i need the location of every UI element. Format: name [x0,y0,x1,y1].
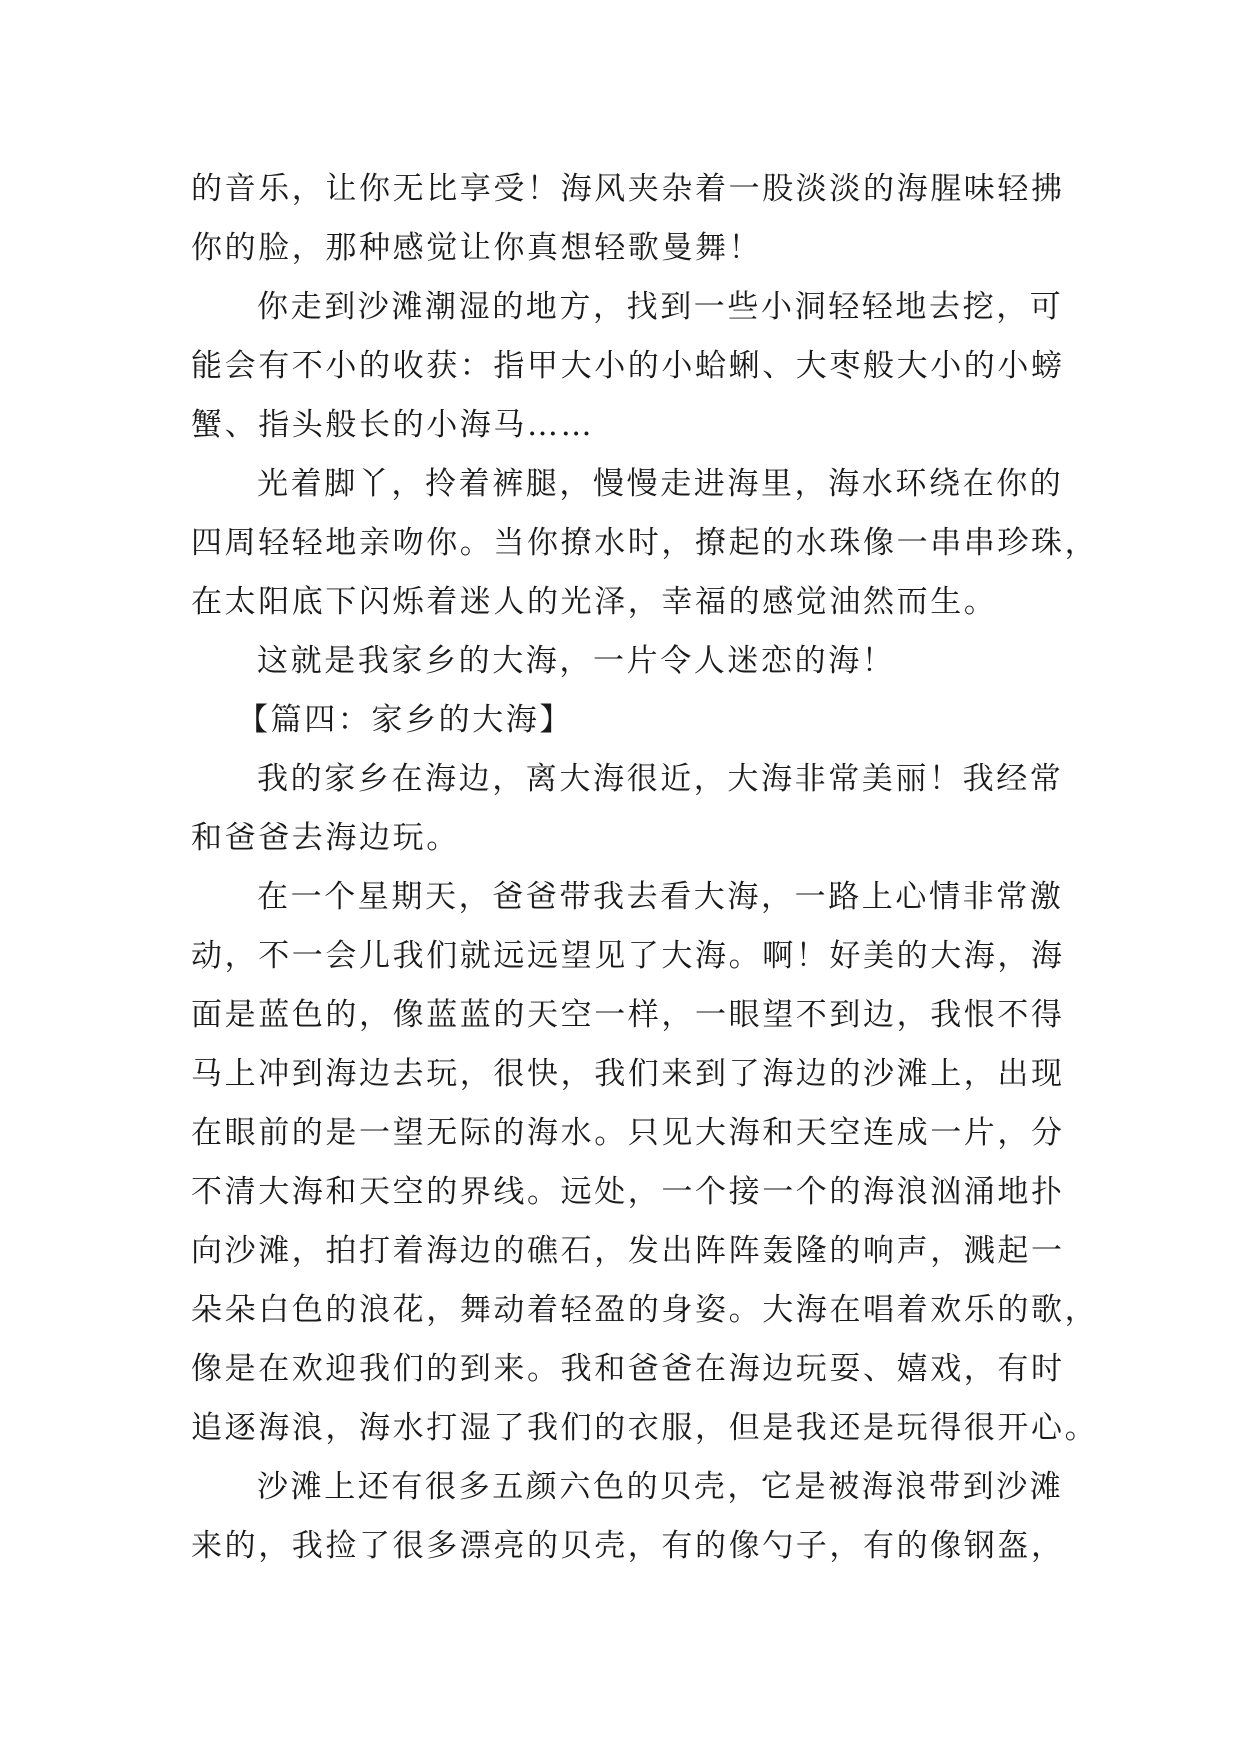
text-line-20: 朵朵白色的浪花，舞动着轻盈的身姿。大海在唱着欢乐的歌， [191,1292,1099,1328]
text-line-8: 在太阳底下闪烁着迷人的光泽，幸福的感觉油然而生。 [191,584,998,620]
text-line-3: 你走到沙滩潮湿的地方，找到一些小洞轻轻地去挖，可 [257,289,1064,325]
text-line-2: 你的脸，那种感觉让你真想轻歌曼舞！ [191,230,763,266]
text-line-23: 沙滩上还有很多五颜六色的贝壳，它是被海浪带到沙滩 [257,1469,1064,1505]
text-line-4: 能会有不小的收获：指甲大小的小蛤蜊、大枣般大小的小螃 [191,348,1065,384]
text-line-17: 在眼前的是一望无际的海水。只见大海和天空连成一片，分 [191,1115,1065,1151]
text-line-12: 和爸爸去海边玩。 [191,820,460,856]
body-text [191,160,1099,1576]
text-line-18: 不清大海和天空的界线。远处，一个接一个的海浪汹涌地扑 [191,1174,1065,1210]
text-line-7: 四周轻轻地亲吻你。当你撩水时，撩起的水珠像一串串珍珠， [191,525,1099,561]
text-line-22: 追逐海浪，海水打湿了我们的衣服，但是我还是玩得很开心。 [191,1410,1099,1446]
text-line-21: 像是在欢迎我们的到来。我和爸爸在海边玩耍、嬉戏，有时 [191,1351,1065,1387]
text-line-1: 的音乐，让你无比享受！海风夹杂着一股淡淡的海腥味轻拂 [191,171,1065,207]
section-heading: 【篇四：家乡的大海】 [237,702,573,738]
text-line-13: 在一个星期天，爸爸带我去看大海，一路上心情非常激 [257,879,1064,915]
text-line-16: 马上冲到海边去玩，很快，我们来到了海边的沙滩上，出现 [191,1056,1065,1092]
text-line-5: 蟹、指头般长的小海马…… [191,407,595,443]
text-line-11: 我的家乡在海边，离大海很近，大海非常美丽！我经常 [257,761,1064,797]
text-line-24: 来的，我捡了很多漂亮的贝壳，有的像勺子，有的像钢盔， [191,1528,1065,1564]
text-line-9: 这就是我家乡的大海，一片令人迷恋的海！ [257,643,896,679]
text-line-19: 向沙滩，拍打着海边的礁石，发出阵阵轰隆的响声，溅起一 [191,1233,1065,1269]
text-line-14: 动，不一会儿我们就远远望见了大海。啊！好美的大海，海 [191,938,1065,974]
text-line-15: 面是蓝色的，像蓝蓝的天空一样，一眼望不到边，我恨不得 [191,997,1065,1033]
text-line-6: 光着脚丫，拎着裤腿，慢慢走进海里，海水环绕在你的 [257,466,1064,502]
